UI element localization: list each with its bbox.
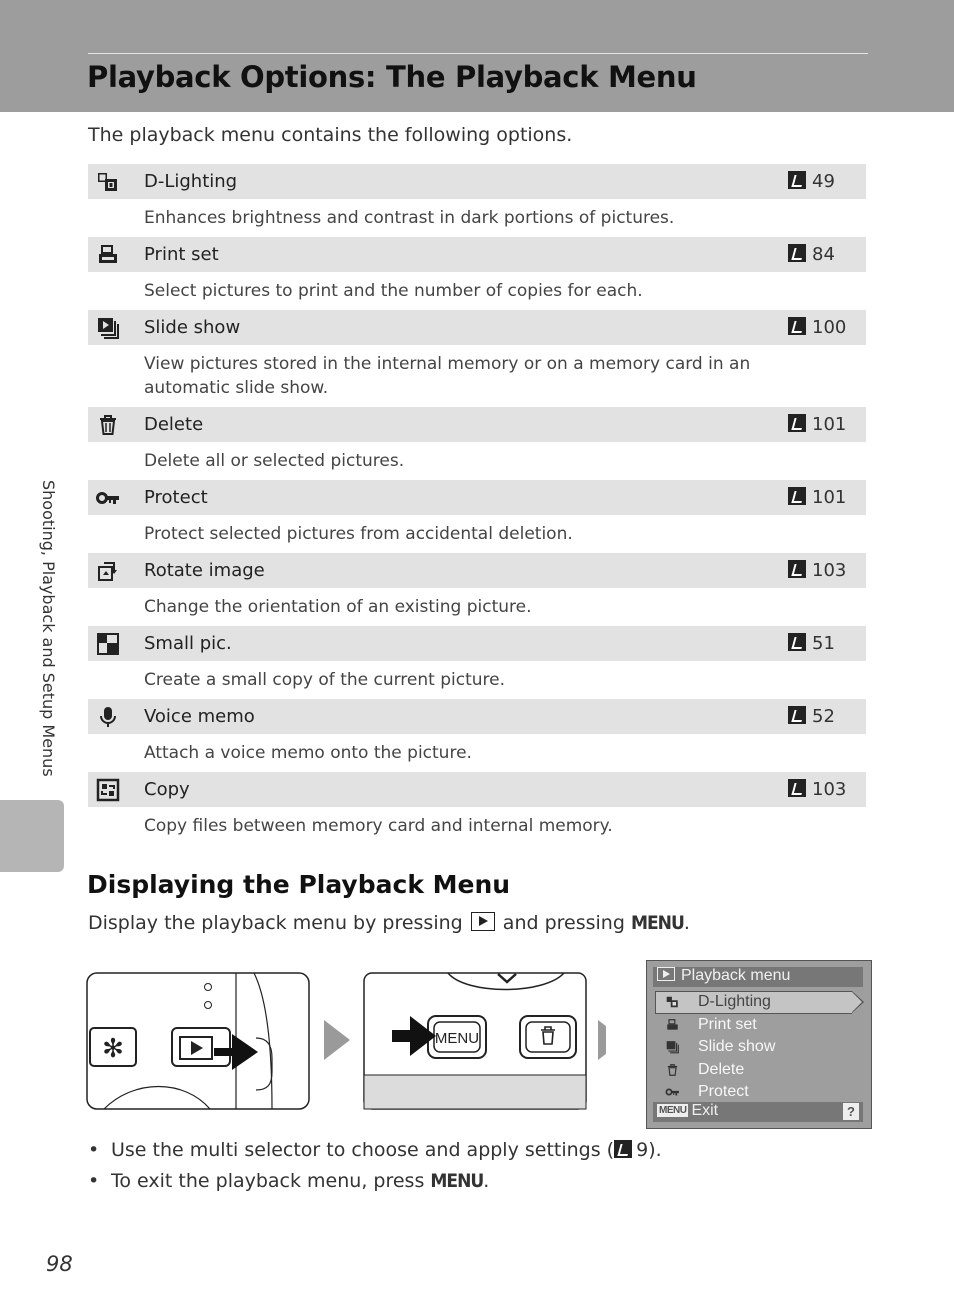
page-ref-icon: [788, 779, 806, 797]
delete-icon: [96, 413, 120, 437]
menu-button-chip: MENU: [659, 1105, 687, 1116]
svg-text:MENU: MENU: [434, 1030, 480, 1047]
options-table: [88, 164, 866, 845]
page-ref-icon: [788, 171, 806, 189]
screen-menu-item-protect: Protect: [647, 1081, 871, 1104]
option-description: View pictures stored in the internal memory or on a memory card in an automatic slide show.: [144, 354, 751, 398]
playback-button-icon: [471, 912, 495, 931]
page-number: 98: [46, 1252, 73, 1276]
page-ref: 52: [788, 706, 835, 727]
protect-key-icon: [665, 1085, 680, 1099]
page-ref-icon: [788, 317, 806, 335]
print-set-icon: [665, 1018, 680, 1032]
option-name: Small pic.: [144, 633, 232, 654]
side-tab-marker: [0, 800, 64, 872]
option-description: Select pictures to print and the number of copies for each.: [144, 281, 643, 301]
slide-show-icon: [96, 316, 120, 340]
tip-item: • To exit the playback menu, press MENU.: [88, 1167, 662, 1198]
camera-back-panel-2: [364, 973, 586, 1109]
screen-title-bar: Playback menu: [653, 967, 863, 987]
option-description: Attach a voice memo onto the picture.: [144, 743, 472, 763]
tip-item: • Use the multi selector to choose and apply settings ( 9).: [88, 1136, 662, 1167]
option-name: Voice memo: [144, 706, 255, 727]
page-ref: 101: [788, 414, 846, 435]
page-ref: 103: [788, 779, 846, 800]
microphone-icon: [96, 705, 120, 729]
option-row-delete: [88, 407, 866, 442]
page-ref: 103: [788, 560, 846, 581]
option-description: Protect selected pictures from accidental deletion.: [144, 524, 573, 544]
option-description: Enhances brightness and contrast in dark portions of pictures.: [144, 208, 675, 228]
tips-list: [88, 1136, 662, 1198]
page-ref: 84: [788, 244, 835, 265]
print-set-icon: [96, 243, 120, 267]
option-row-voice-memo: [88, 699, 866, 734]
header-band: [0, 0, 954, 112]
page-ref: 51: [788, 633, 835, 654]
screen-menu-item-delete: Delete: [647, 1059, 871, 1082]
small-pic-icon: [96, 632, 120, 656]
page-ref-icon: [788, 244, 806, 262]
playback-mode-icon: [657, 967, 675, 981]
option-description: Change the orientation of an existing picture.: [144, 597, 532, 617]
section-title: Displaying the Playback Menu: [87, 870, 511, 899]
rotate-image-icon: [96, 559, 120, 583]
section-instruction: Display the playback menu by pressing and pressing MENU.: [88, 912, 690, 934]
option-name: Protect: [144, 487, 208, 508]
option-name: Rotate image: [144, 560, 265, 581]
screen-menu-item-print-set: Print set: [647, 1014, 871, 1037]
option-row-slide-show: [88, 310, 866, 345]
menu-button-glyph: MENU: [430, 1170, 484, 1192]
d-lighting-icon: [665, 995, 680, 1009]
page-ref: 49: [788, 171, 835, 192]
option-description: Copy files between memory card and internal memory.: [144, 816, 613, 836]
option-name: Copy: [144, 779, 190, 800]
option-name: Print set: [144, 244, 219, 265]
page-ref-icon: [788, 560, 806, 578]
option-description: Create a small copy of the current picture.: [144, 670, 506, 690]
page-ref-icon: [788, 706, 806, 724]
option-row-protect: [88, 480, 866, 515]
protect-key-icon: [96, 486, 120, 510]
side-tab-label: Shooting, Playback and Setup Menus: [39, 480, 58, 777]
page-ref: 101: [788, 487, 846, 508]
intro-text: The playback menu contains the following options.: [88, 124, 573, 146]
help-icon: ?: [843, 1103, 859, 1120]
option-row-rotate-image: [88, 553, 866, 588]
option-row-d-lighting: [88, 164, 866, 199]
slide-show-icon: [665, 1040, 680, 1054]
screen-menu-list: [647, 991, 871, 1104]
menu-button-glyph: MENU: [630, 912, 684, 934]
screen-footer-bar: MENU Exit ?: [653, 1102, 863, 1122]
option-name: Slide show: [144, 317, 241, 338]
header-rule: [88, 53, 868, 54]
camera-back-panel-1: [87, 973, 309, 1109]
option-row-small-pic: [88, 626, 866, 661]
page-ref-icon: [614, 1140, 632, 1158]
screen-menu-item-d-lighting: D-Lighting: [647, 991, 871, 1014]
option-name: Delete: [144, 414, 204, 435]
page-ref-icon: [788, 487, 806, 505]
option-name: D-Lighting: [144, 171, 238, 192]
option-row-copy: [88, 772, 866, 807]
page-ref: 100: [788, 317, 846, 338]
screen-menu-item-slide-show: Slide show: [647, 1036, 871, 1059]
page-ref-icon: [788, 414, 806, 432]
svg-text:✻: ✻: [102, 1034, 124, 1064]
camera-illustration: [86, 968, 606, 1120]
page-ref-icon: [788, 633, 806, 651]
option-description: Delete all or selected pictures.: [144, 451, 405, 471]
page-title: Playback Options: The Playback Menu: [87, 60, 697, 94]
delete-icon: [665, 1063, 680, 1077]
d-lighting-icon: [96, 170, 120, 194]
copy-icon: [96, 778, 120, 802]
playback-menu-screen: [646, 960, 872, 1129]
option-row-print-set: [88, 237, 866, 272]
